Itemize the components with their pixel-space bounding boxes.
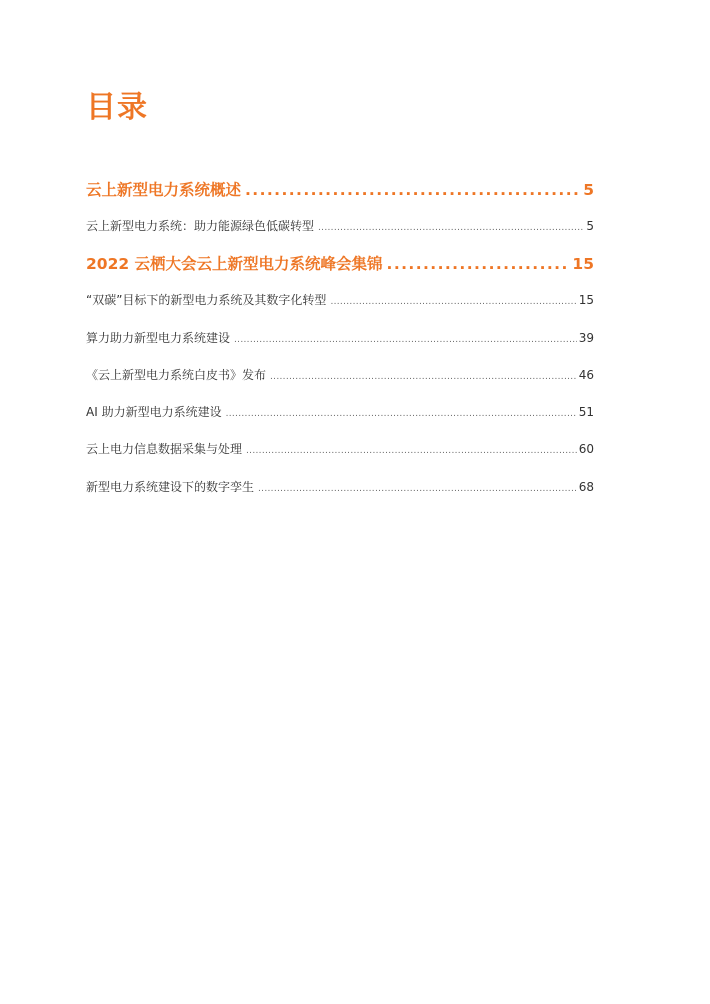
toc-dot-leader: [387, 252, 571, 276]
toc-entry-data-collection[interactable]: [86, 438, 594, 460]
toc-entry-label: AI 助力新型电力系统建设: [86, 405, 222, 419]
toc-entry-label: 云上新型电力系统：助力能源绿色低碳转型: [86, 219, 315, 233]
toc-entry-summit-highlights[interactable]: [86, 252, 594, 276]
toc-page-number: 51: [578, 405, 594, 419]
toc-page-number: 5: [583, 181, 594, 199]
toc-entry-label: 云上电力信息数据采集与处理: [86, 442, 243, 456]
toc-dot-leader: [258, 478, 577, 500]
toc-page-number: 5: [586, 219, 594, 233]
toc-entry-overview[interactable]: [86, 178, 594, 202]
toc-dot-leader: [318, 217, 584, 239]
toc-dot-leader: [226, 403, 577, 425]
toc-page-number: 68: [578, 480, 594, 494]
toc-page-number: 46: [578, 368, 594, 382]
toc-entry-dual-carbon[interactable]: [86, 289, 594, 311]
toc-page-number: 60: [578, 442, 594, 456]
toc-entry-label: 2022 云栖大会云上新型电力系统峰会集锦: [86, 255, 383, 273]
toc-entry-label: 《云上新型电力系统白皮书》发布: [86, 368, 267, 382]
toc-page-number: 39: [578, 331, 594, 345]
toc-dot-leader: [330, 291, 576, 313]
toc-entry-label: 云上新型电力系统概述: [86, 181, 242, 199]
toc-dot-leader: [234, 329, 577, 351]
toc-dot-leader: [270, 366, 577, 388]
toc-entry-whitepaper-release[interactable]: [86, 364, 594, 386]
toc-entry-label: 新型电力系统建设下的数字孪生: [86, 480, 255, 494]
toc-entry-label: 算力助力新型电力系统建设: [86, 331, 231, 345]
toc-page-number: 15: [578, 293, 594, 307]
toc-entry-digital-twin[interactable]: [86, 476, 594, 498]
page-title: 目录: [86, 90, 148, 125]
toc-entry-computing-power[interactable]: [86, 327, 594, 349]
toc-dot-leader: [246, 440, 577, 462]
toc-page-number: 15: [572, 255, 594, 273]
toc-entry-label: “双碳”目标下的新型电力系统及其数字化转型: [86, 293, 327, 307]
toc-entry-ai-construction[interactable]: [86, 401, 594, 423]
toc-entry-green-transition[interactable]: [86, 215, 594, 237]
toc-dot-leader: [245, 178, 581, 202]
